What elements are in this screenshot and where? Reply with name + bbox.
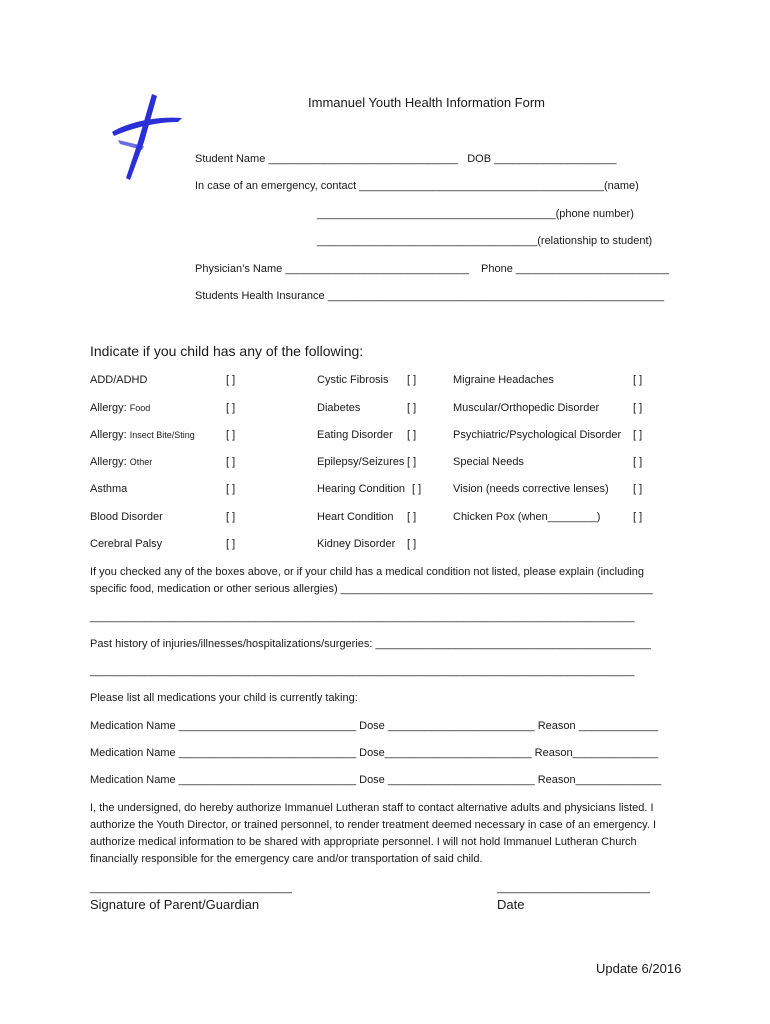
checkbox-psychiatric[interactable]: [ ]	[633, 429, 643, 441]
medication-row[interactable]: Medication Name _____________________________ Dose ________________________ Reason _____________	[90, 720, 659, 732]
condition-vision: Vision (needs corrective lenses)	[453, 483, 609, 495]
emergency-contact-name-field[interactable]: In case of an emergency, contact ________________________________________(name)	[195, 180, 639, 192]
checkbox-blood-disorder[interactable]: [ ]	[226, 511, 236, 523]
checkbox-hearing[interactable]: [ ]	[412, 483, 422, 495]
emergency-phone-field[interactable]: _______________________________________(phone number)	[317, 208, 634, 220]
checkbox-chicken-pox[interactable]: [ ]	[633, 511, 643, 523]
explain-field-continued[interactable]: _________________________________________________________________________________________	[90, 611, 635, 623]
emergency-relationship-field[interactable]: ____________________________________(relationship to student)	[317, 235, 653, 247]
checkbox-allergy-other[interactable]: [ ]	[226, 456, 236, 468]
condition-epilepsy: Epilepsy/Seizures	[317, 456, 405, 468]
explain-prompt-line1: If you checked any of the boxes above, or if your child has a medical condition not listed, please explain (including	[90, 566, 644, 578]
checkbox-epilepsy[interactable]: [ ]	[407, 456, 417, 468]
physician-phone-field[interactable]: Physician’s Name ______________________________ Phone _________________________	[195, 263, 669, 275]
signature-line[interactable]: _________________________________	[90, 882, 292, 894]
checkbox-special-needs[interactable]: [ ]	[633, 456, 643, 468]
checkbox-allergy-food[interactable]: [ ]	[226, 402, 236, 414]
date-label: Date	[497, 897, 525, 912]
cross-logo-icon	[108, 92, 186, 184]
form-title: Immanuel Youth Health Information Form	[308, 95, 546, 110]
checkbox-cystic-fibrosis[interactable]: [ ]	[407, 374, 417, 386]
past-history-field-continued[interactable]: _________________________________________________________________________________________	[90, 665, 635, 677]
student-name-dob-field[interactable]: Student Name _______________________________ DOB ____________________	[195, 153, 617, 165]
condition-psychiatric: Psychiatric/Psychological Disorder	[453, 429, 622, 441]
condition-add-adhd: ADD/ADHD	[90, 374, 148, 386]
medication-row[interactable]: Medication Name _____________________________ Dose________________________ Reason______________	[90, 747, 659, 759]
condition-cerebral-palsy: Cerebral Palsy	[90, 538, 163, 550]
condition-allergy-insect: Allergy: Insect Bite/Sting	[90, 429, 195, 441]
condition-migraine: Migraine Headaches	[453, 374, 554, 386]
condition-kidney: Kidney Disorder	[317, 538, 396, 550]
past-history-field[interactable]: Past history of injuries/illnesses/hospitalizations/surgeries: _____________________________________________	[90, 638, 651, 650]
checkbox-migraine[interactable]: [ ]	[633, 374, 643, 386]
condition-allergy-food: Allergy: Food	[90, 402, 151, 414]
condition-heart: Heart Condition	[317, 511, 394, 523]
signature-label: Signature of Parent/Guardian	[90, 897, 260, 912]
condition-eating-disorder: Eating Disorder	[317, 429, 393, 441]
condition-hearing: Hearing Condition	[317, 483, 406, 495]
update-version: Update 6/2016	[596, 961, 682, 976]
explain-field[interactable]: specific food, medication or other serious allergies) ___________________________________________________	[90, 583, 653, 595]
conditions-heading: Indicate if you child has any of the following:	[90, 343, 364, 359]
checkbox-diabetes[interactable]: [ ]	[407, 402, 417, 414]
condition-blood-disorder: Blood Disorder	[90, 511, 163, 523]
condition-diabetes: Diabetes	[317, 402, 361, 414]
condition-muscular: Muscular/Orthopedic Disorder	[453, 402, 600, 414]
checkbox-heart[interactable]: [ ]	[407, 511, 417, 523]
condition-asthma: Asthma	[90, 483, 128, 495]
checkbox-muscular[interactable]: [ ]	[633, 402, 643, 414]
medications-heading: Please list all medications your child is currently taking:	[90, 692, 358, 704]
checkbox-cerebral-palsy[interactable]: [ ]	[226, 538, 236, 550]
condition-cystic-fibrosis: Cystic Fibrosis	[317, 374, 389, 386]
date-line[interactable]: _________________________	[497, 882, 650, 894]
checkbox-vision[interactable]: [ ]	[633, 483, 643, 495]
authorization-text: I, the undersigned, do hereby authorize Immanuel Lutheran staff to contact alternative adults and physicians listed. I authorize the Youth Director, or trained personnel, to render treatment deemed necessary in case of an emergency. I authorize medical information to be shared with appropriate personnel. I will not hold Immanuel Lutheran Church financially responsible for the emergency care and/or transportation of said child.	[90, 802, 657, 865]
checkbox-eating-disorder[interactable]: [ ]	[407, 429, 417, 441]
checkbox-kidney[interactable]: [ ]	[407, 538, 417, 550]
medication-row[interactable]: Medication Name _____________________________ Dose ________________________ Reason______________	[90, 774, 662, 786]
condition-chicken-pox: Chicken Pox (when________)	[453, 511, 601, 523]
health-insurance-field[interactable]: Students Health Insurance _______________________________________________________	[195, 290, 665, 302]
checkbox-add-adhd[interactable]: [ ]	[226, 374, 236, 386]
condition-allergy-other: Allergy: Other	[90, 456, 153, 468]
checkbox-allergy-insect[interactable]: [ ]	[226, 429, 236, 441]
checkbox-asthma[interactable]: [ ]	[226, 483, 236, 495]
condition-special-needs: Special Needs	[453, 456, 524, 468]
